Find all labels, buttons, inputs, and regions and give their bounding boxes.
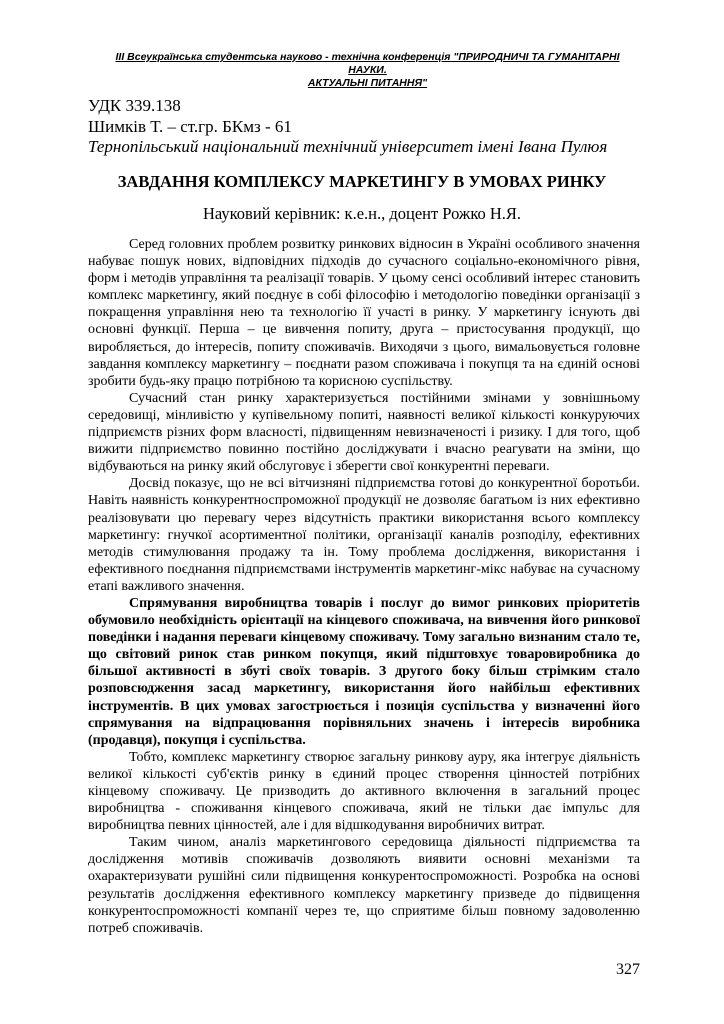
- conference-header-line-1: ІІІ Всеукраїнська студентська науково - технічна конференція "ПРИРОДНИЧІ ТА ГУМАНІТАРНІ НАУКИ.: [115, 51, 620, 76]
- paper-body: [88, 236, 640, 937]
- paper-title: ЗАВДАННЯ КОМПЛЕКСУ МАРКЕТИНГУ В УМОВАХ РИНКУ: [117, 172, 607, 191]
- supervisor-line: Науковий керівник: к.е.н., доцент Рожко Н.Я.: [202, 204, 522, 223]
- body-paragraph-3: Досвід показує, що не всі вітчизняні підприємства готові до конкурентної боротьби. Навіть наявність конкурентноспроможної продукції не дозволяє багатьом із них ефективно реалізовувати цю перевагу через відсутність практики використання всього комплексу маркетингу: гнучкої асортиментної політики, організації каналів розподілу, ефективних методів стимулювання продажу та ін. Тому проблема дослідження, використання і ефективного поєднання підприємствами інструментів маркетинг-мікс набуває на сучасному етапі важливого значення.: [88, 476, 640, 594]
- body-paragraph-1: Серед головних проблем розвитку ринкових відносин в Україні особливого значення набуває пошук нових, відповідних підходів до сучасного соціально-економічного рівня, форм і методів управління та реалізації товарів. У цьому сенсі особливий інтерес становить комплекс маркетингу, який поєднує в собі філософію і методологію поведінки організації з покращення управління нею та технологію її участі в ринку. У маркетингу існують дві основні функції. Перша – це вивчення попиту, друга – пристосування продукції, що виробляється, до інтересів, попиту споживачів. Виходячи з цього, вимальовується головне завдання комплексу маркетингу – поєднати разом споживача і покупця та на єдиній основі зробити будь-яку працю потрібною та корисною суспільству.: [88, 237, 640, 389]
- conference-header: [95, 51, 640, 90]
- body-paragraph-2: Сучасний стан ринку характеризується постійними змінами у зовнішньому середовищі, мінливістю у купівельному попиті, наявності великої кількості конкуруючих підприємств різних форм власності, підвищенням невизначеності і ризику. І для того, щоб вижити підприємство повинно постійно досліджувати і вчасно реагувати на зміни, що відбуваються на ринку який обслуговує і зберегти свої конкурентні переваги.: [88, 390, 640, 475]
- university-line: Тернопільський національний технічний університет імені Івана Пулюя: [88, 137, 608, 156]
- body-paragraph-5: Тобто, комплекс маркетингу створює загальну ринкову ауру, яка інтегрує діяльність великої кількості суб'єктів ринку в єдиний процес створення цінностей потрібних кінцевому споживачу. Це призводить до активного включення в загальний процес виробництва - споживання кінцевого споживача, який не тільки дає імпульс для виробництва певних цінностей, але і для відшкодування виробничих витрат.: [88, 749, 640, 834]
- udk-code: УДК 339.138: [88, 96, 181, 115]
- author-line: Шимків Т. – ст.гр. БКмз - 61: [88, 117, 292, 136]
- page-number: 327: [616, 961, 640, 978]
- conference-header-line-2: АКТУАЛЬНІ ПИТАННЯ": [307, 77, 428, 89]
- body-paragraph-6: Таким чином, аналіз маркетингового середовища діяльності підприємства та дослідження мотивів споживачів дозволяють виявити основні механізми та охарактеризувати рушійні сили підвищення конкурентоспроможності. Розробка на основі результатів дослідження ефективного комплексу маркетингу призведе до підвищення конкурентоспроможності компанії через те, що сприятиме більш повному задоволенню потреб споживачів.: [88, 835, 640, 936]
- body-paragraph-4-bold: Спрямування виробництва товарів і послуг до вимог ринкових пріоритетів обумовило необхідність орієнтації на кінцевого споживача, на вивчення його ринкової поведінки і надання переваги кінцевому споживачу. Тому загально визнаним стало те, що світовий ринок став ринком покупця, який підштовхує товаровиробника до більшої активності в збуті своїх товарів. З другого боку більш стрімким стало розповсюдження засад маркетингу, використання його найбільш ефективних інструментів. В цих умовах загострюється і позиція суспільства у визначенні його спрямування на відпрацювання порівняльних значень і інтересів виробника (продавця), покупця і суспільства.: [88, 595, 640, 748]
